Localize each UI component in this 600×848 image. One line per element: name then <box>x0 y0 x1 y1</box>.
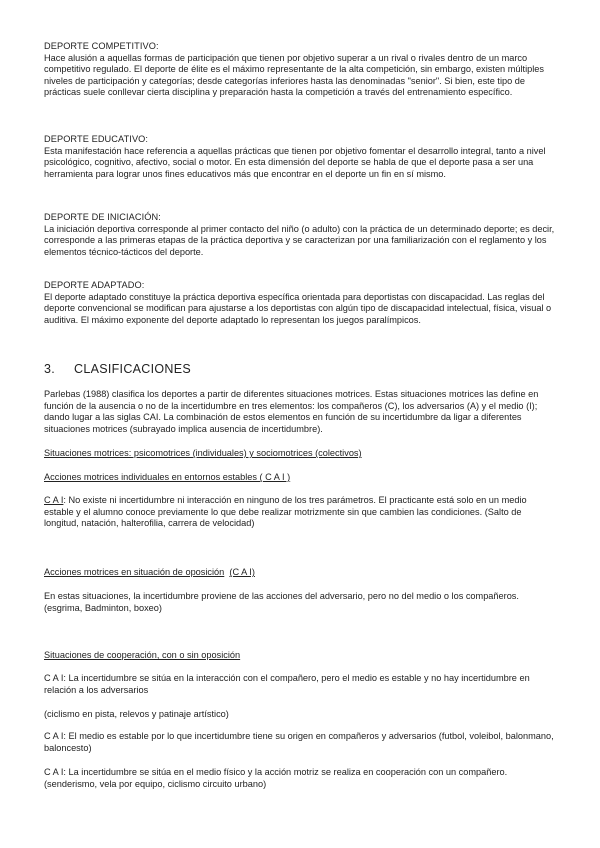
cooperacion-text: : La incertidumbre se sitúa en la interacción con el compañero, pero el medio es estable y no hay incertidumbre en relación a los adversarios <box>44 673 530 695</box>
section-heading: DEPORTE ADAPTADO: <box>44 280 145 290</box>
cai-code: C A I <box>44 767 64 777</box>
section-heading: DEPORTE DE INICIACIÓN: <box>44 212 161 222</box>
clasificaciones-intro: Parlebas (1988) clasifica los deportes a partir de diferentes situaciones motrices. Estas situaciones motrices las define en función de la ausencia o no de la incertidumbre en tres elementos: los compañeros (C), los adversarios (A) y el medio (I); dando lugar a las siglas CAI. La combinación de estos elementos en función de su incertidumbre da ligar a diferentes situaciones motrices (subrayado implica ausencia de incertidumbre). <box>44 389 539 434</box>
section-title-clasificaciones <box>44 362 191 376</box>
cooperacion-text: : La incertidumbre se sitúa en el medio físico y la acción motriz se realiza en cooperación con un compañero. (senderismo, vela por equipo, ciclismo circuito urbano) <box>44 767 508 789</box>
individuales-paragraph <box>44 495 556 530</box>
section-heading: DEPORTE COMPETITIVO: <box>44 41 159 51</box>
oposicion-title-line <box>44 567 556 579</box>
section-body: Esta manifestación hace referencia a aquellas prácticas que tienen por objetivo fomentar el desarrollo integral, tanto a nivel psicológico, cognitivo, afectivo, social o motor. En esta dimensión del deporte se habla de que el deporte pasa a ser una herramienta para lograr unos fines educativos más que encontrar en el deporte un fin en sí mismo. <box>44 145 546 179</box>
section-deporte-competitivo <box>44 41 556 99</box>
section-body: La iniciación deportiva corresponde al primer contacto del niño (o adulto) con la práctica de un determinado deporte; es decir, corresponde a las primeras etapas de la práctica deportiva y se caracterizan por una familiarización con el reglamento y los elementos técnico-tácticos del deporte. <box>44 223 555 257</box>
cooperacion-text: : El medio es estable por lo que incertidumbre tiene su origen en compañeros y adversarios (futbol, voleibol, balonmano, baloncesto) <box>44 731 554 753</box>
section-deporte-educativo <box>44 134 556 180</box>
section-title: CLASIFICACIONES <box>74 362 192 376</box>
cai-code: C A I <box>44 673 64 683</box>
individuales-text: : No existe ni incertidumbre ni interacción en ninguno de los tres parámetros. El practicante está solo en un medio estable y el alumno conoce previamente lo que debe realizar motrizmente sin que cambien las condiciones. (Salto de longitud, natación, halterofilia, carrera de velocidad) <box>44 495 527 529</box>
cai-code: (C A I) <box>229 567 255 577</box>
cooperacion-item-3 <box>44 767 556 790</box>
section-number: 3. <box>44 362 56 376</box>
oposicion-text: En estas situaciones, la incertidumbre proviene de las acciones del adversario, pero no del medio o los compañeros. (esgrima, Badminton, boxeo) <box>44 591 519 613</box>
individuales-title: Acciones motrices individuales en entornos estables ( C A I ) <box>44 472 291 482</box>
cooperacion-examples-1: (ciclismo en pista, relevos y patinaje artístico) <box>44 709 229 719</box>
cooperacion-title: Situaciones de cooperación, con o sin oposición <box>44 650 241 660</box>
cai-code: C A I <box>44 495 64 505</box>
section-body: Hace alusión a aquellas formas de participación que tienen por objetivo superar a un rival o rivales dentro de un marco competitivo regulado. El deporte de élite es el máximo representante de la alta competición, sin embargo, existen múltiples niveles de participación y categorías; desde categorías inferiores hasta las denominadas "senior". Si bien, este tipo de prácticas suele conllevar cierta disciplina y preparación hasta la competición a través del entrenamiento específico. <box>44 52 544 98</box>
section-deporte-adaptado <box>44 280 556 326</box>
cooperacion-item-1 <box>44 673 556 696</box>
oposicion-title: Acciones motrices en situación de oposición <box>44 567 225 577</box>
cai-code: C A I <box>44 731 64 741</box>
situaciones-motrices-line: Situaciones motrices: psicomotrices (individuales) y sociomotrices (colectivos) <box>44 448 362 458</box>
section-deporte-iniciacion <box>44 212 556 258</box>
cooperacion-item-2 <box>44 731 556 754</box>
section-heading: DEPORTE EDUCATIVO: <box>44 134 149 144</box>
section-body: El deporte adaptado constituye la práctica deportiva específica orientada para deportistas con discapacidad. Las reglas del deporte convencional se modifican para ajustarse a los deportistas con algún tipo de discapacidad intelectual, física, visual o auditiva. El máximo exponente del deporte adaptado lo representan los juegos paralímpicos. <box>44 291 552 325</box>
